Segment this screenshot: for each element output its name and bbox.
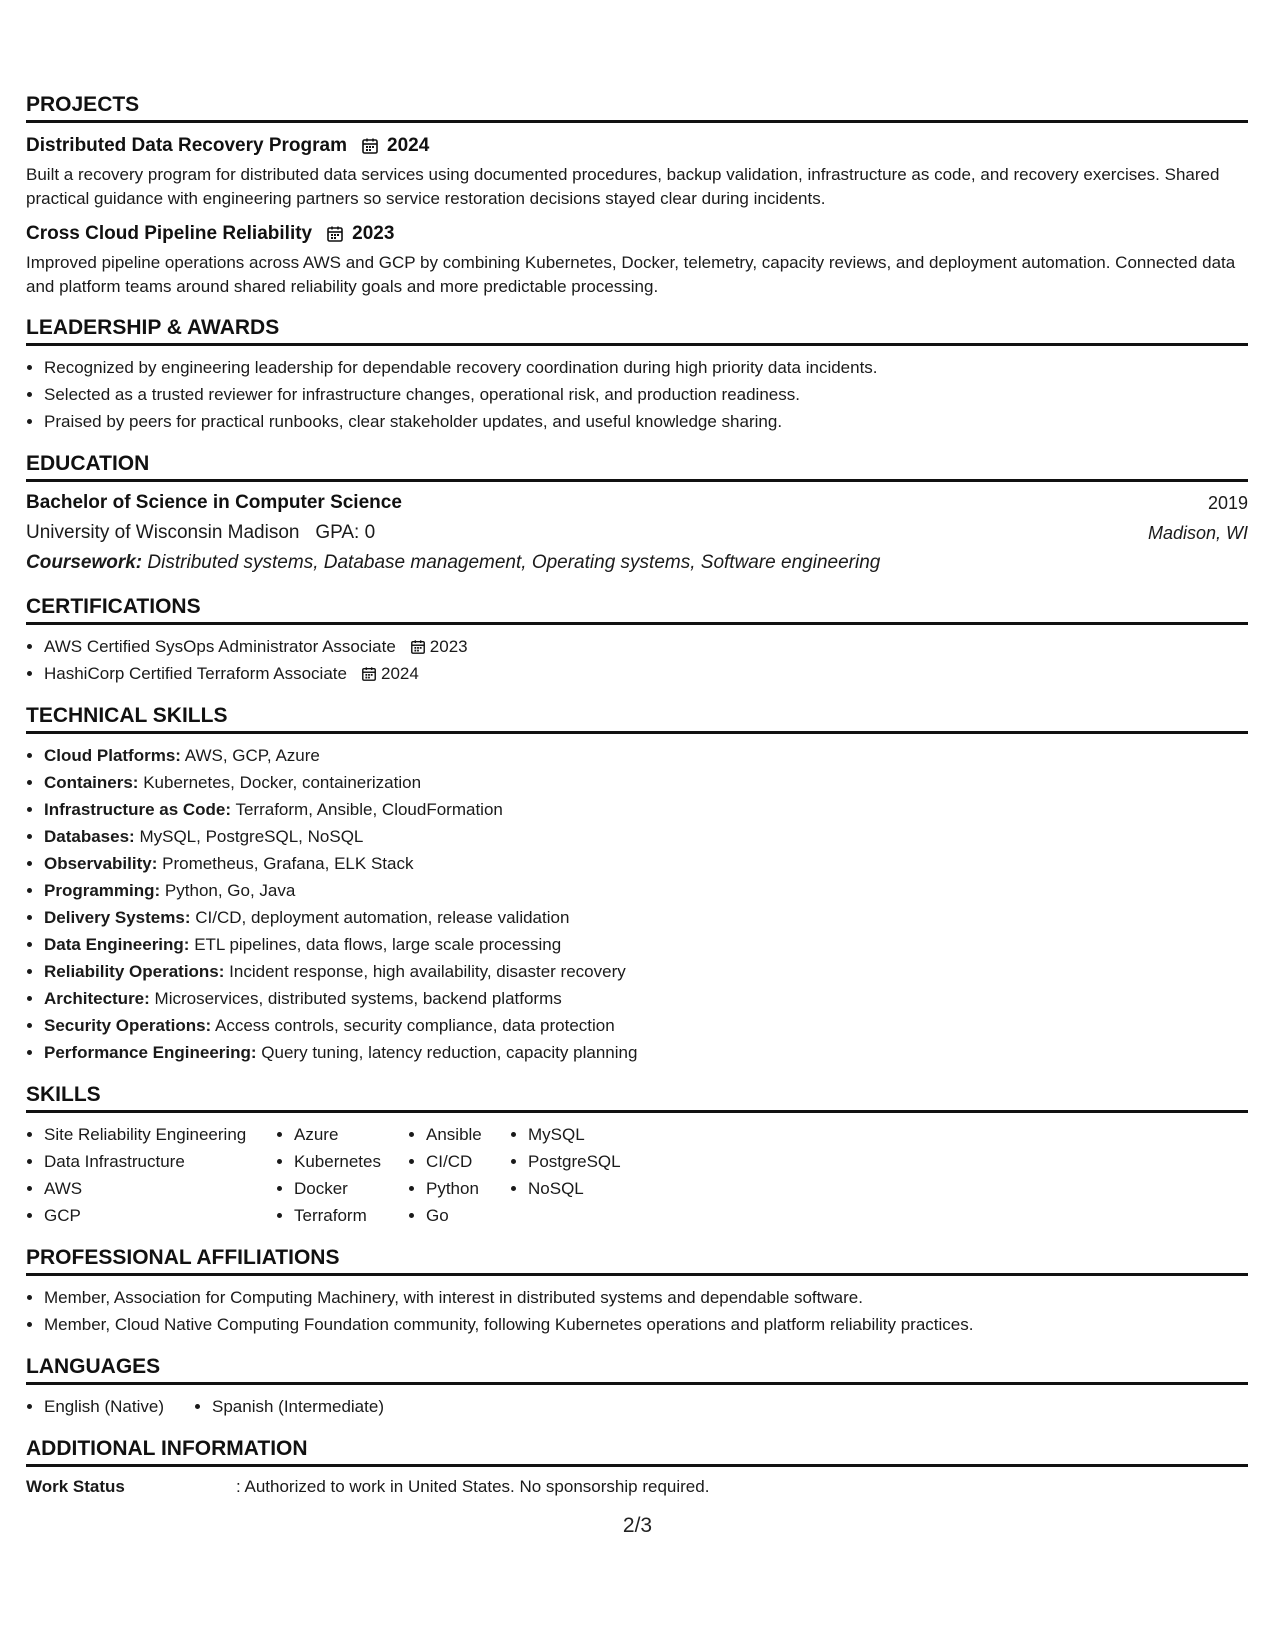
resume-page	[26, 92, 1248, 1515]
skill-values: Query tuning, latency reduction, capacity planning	[261, 1043, 638, 1062]
list-item: • Python	[426, 1175, 510, 1202]
calendar-icon	[361, 137, 379, 155]
list-item: • Member, Cloud Native Computing Foundation community, following Kubernetes operations and platform reliability practices.	[44, 1311, 1248, 1338]
section-title: PROFESSIONAL AFFILIATIONS	[26, 1245, 1248, 1276]
skill-category: Reliability Operations:	[44, 962, 225, 981]
skill-category: Databases:	[44, 827, 135, 846]
project-name: Cross Cloud Pipeline Reliability	[26, 223, 313, 244]
list-item	[44, 1012, 1248, 1039]
skill-values: ETL pipelines, data flows, large scale processing	[194, 935, 562, 954]
list-item: • MySQL	[528, 1121, 668, 1148]
list-item: • Azure	[294, 1121, 408, 1148]
skill-category: Infrastructure as Code:	[44, 800, 232, 819]
coursework-list: Distributed systems, Database management, Operating systems, Software engineering	[147, 552, 881, 573]
coursework-label: Coursework:	[26, 552, 143, 573]
skills-grid	[26, 1121, 1248, 1229]
list-item: • NoSQL	[528, 1175, 668, 1202]
list-item	[44, 823, 1248, 850]
calendar-icon	[361, 666, 377, 682]
section-title: PROJECTS	[26, 92, 1248, 123]
certification-year: 2024	[380, 664, 419, 683]
list-item	[44, 660, 1248, 687]
project-name: Distributed Data Recovery Program	[26, 135, 347, 156]
list-item: • CI/CD	[426, 1148, 510, 1175]
list-item	[44, 850, 1248, 877]
skill-category: Delivery Systems:	[44, 908, 191, 927]
list-item	[44, 985, 1248, 1012]
list-item: • Member, Association for Computing Machinery, with interest in distributed systems and dependable software.	[44, 1284, 1248, 1311]
coursework	[26, 548, 1248, 578]
info-label: Work Status	[26, 1477, 125, 1496]
skill-category: Cloud Platforms:	[44, 746, 181, 765]
section-title: CERTIFICATIONS	[26, 594, 1248, 625]
skill-values: Access controls, security compliance, data protection	[215, 1016, 615, 1035]
list-item: • Docker	[294, 1175, 408, 1202]
skill-category: Performance Engineering:	[44, 1043, 257, 1062]
skill-values: Prometheus, Grafana, ELK Stack	[162, 854, 414, 873]
calendar-icon	[410, 639, 426, 655]
skill-category: Programming:	[44, 881, 161, 900]
technical-skills-section	[26, 703, 1248, 1066]
section-title: TECHNICAL SKILLS	[26, 703, 1248, 734]
skill-values: AWS, GCP, Azure	[184, 746, 320, 765]
list-item: • Site Reliability Engineering	[44, 1121, 276, 1148]
certification-name: • AWS Certified SysOps Administrator Associate	[44, 637, 396, 656]
skill-values: Incident response, high availability, disaster recovery	[229, 962, 626, 981]
skills-section	[26, 1082, 1248, 1229]
list-item: • Kubernetes	[294, 1148, 408, 1175]
project-description: Improved pipeline operations across AWS and GCP by combining Kubernetes, Docker, telemetry, capacity reviews, and deployment automation. Connected data and platform teams around shared reliability goals and more predictable processing.	[26, 253, 1236, 296]
list-item	[44, 931, 1248, 958]
skill-values: CI/CD, deployment automation, release validation	[195, 908, 570, 927]
list-item: • Selected as a trusted reviewer for infrastructure changes, operational risk, and production readiness.	[44, 381, 1248, 408]
project-item	[26, 221, 1248, 299]
project-year: 2024	[387, 135, 430, 156]
info-value: : Authorized to work in United States. No sponsorship required.	[236, 1477, 710, 1496]
certification-name: • HashiCorp Certified Terraform Associate	[44, 664, 347, 683]
leadership-section	[26, 315, 1248, 435]
skill-values: MySQL, PostgreSQL, NoSQL	[139, 827, 364, 846]
skill-category: Containers:	[44, 773, 139, 792]
list-item: • AWS	[44, 1175, 276, 1202]
skill-category: Observability:	[44, 854, 158, 873]
project-description: Built a recovery program for distributed data services using documented procedures, backup validation, infrastructure as code, and recovery exercises. Shared practical guidance with engineering partners so service restoration decisions stayed clear during incidents.	[26, 165, 1220, 208]
skill-values: Python, Go, Java	[164, 881, 296, 900]
graduation-year: 2019	[1207, 493, 1248, 513]
certifications-section	[26, 594, 1248, 687]
certification-year: 2023	[429, 637, 468, 656]
section-title: EDUCATION	[26, 451, 1248, 482]
languages-section	[26, 1354, 1248, 1420]
calendar-icon	[326, 225, 344, 243]
location: Madison, WI	[1147, 523, 1248, 543]
list-item: • PostgreSQL	[528, 1148, 668, 1175]
list-item: • Go	[426, 1202, 510, 1229]
section-title: SKILLS	[26, 1082, 1248, 1113]
list-item: • Ansible	[426, 1121, 510, 1148]
list-item	[44, 958, 1248, 985]
projects-section	[26, 92, 1248, 299]
list-item: • Terraform	[294, 1202, 408, 1229]
list-item: • Praised by peers for practical runbooks, clear stakeholder updates, and useful knowledge sharing.	[44, 408, 1248, 435]
list-item: • Spanish (Intermediate)	[212, 1393, 384, 1420]
section-title: LEADERSHIP & AWARDS	[26, 315, 1248, 346]
affiliations-section	[26, 1245, 1248, 1338]
project-item	[26, 133, 1248, 211]
list-item	[44, 796, 1248, 823]
skill-category: Security Operations:	[44, 1016, 212, 1035]
section-title: LANGUAGES	[26, 1354, 1248, 1385]
skill-category: Data Engineering:	[44, 935, 190, 954]
list-item	[44, 769, 1248, 796]
list-item	[44, 742, 1248, 769]
list-item: • Data Infrastructure	[44, 1148, 276, 1175]
skill-category: Architecture:	[44, 989, 150, 1008]
school: University of Wisconsin Madison GPA: 0	[26, 522, 376, 543]
list-item	[44, 633, 1248, 660]
skill-values: Microservices, distributed systems, backend platforms	[154, 989, 562, 1008]
skill-values: Kubernetes, Docker, containerization	[143, 773, 422, 792]
list-item: • English (Native)	[44, 1393, 194, 1420]
list-item	[44, 904, 1248, 931]
list-item: • Recognized by engineering leadership for dependable recovery coordination during high priority data incidents.	[44, 354, 1248, 381]
skill-values: Terraform, Ansible, CloudFormation	[235, 800, 503, 819]
project-year: 2023	[352, 223, 395, 244]
list-item: • GCP	[44, 1202, 276, 1229]
degree: Bachelor of Science in Computer Science	[26, 492, 402, 513]
list-item	[44, 877, 1248, 904]
education-section	[26, 451, 1248, 578]
page-number: 2/3	[622, 1514, 653, 1537]
section-title: ADDITIONAL INFORMATION	[26, 1436, 1248, 1467]
list-item	[44, 1039, 1248, 1066]
additional-info-section	[26, 1436, 1248, 1499]
